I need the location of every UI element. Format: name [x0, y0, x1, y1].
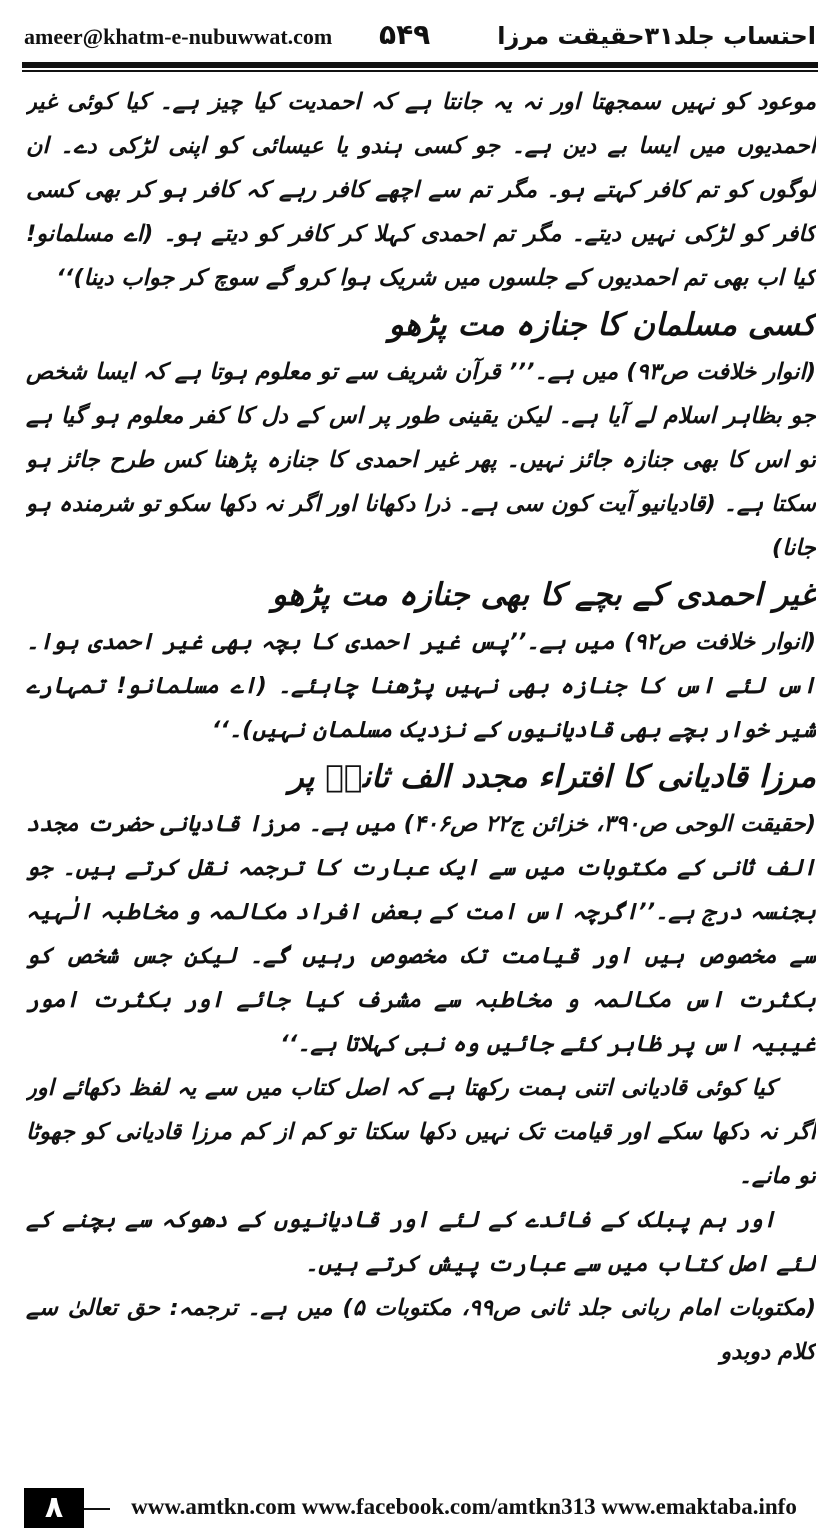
page-header	[24, 18, 816, 58]
book-number-badge: ۸	[24, 1488, 84, 1528]
section-heading: مرزا قادیانی کا افتراء مجدد الف ثانیؒ پر	[288, 759, 816, 795]
page-footer	[0, 1488, 840, 1528]
body-paragraph: (انوار خلافت ص۹۳) میں ہے۔’’’ قرآن شریف سے تو معلوم ہوتا ہے کہ ایسا شخص جو بظاہر اسلام لے آیا ہے۔ لیکن یقینی طور پر اس کے دل کا کفر معلوم ہو گیا ہے تو اس کا بھی جنازہ جائز نہیں۔ پھر غیر احمدی کا جنازہ پڑھنا کس طرح جائز ہو سکتا ہے۔ (قادیانیو آیت کون سی ہے۔ ذرا دکھانا اور اگر نہ دکھا سکو تو شرمندہ ہو جانا)	[26, 359, 816, 561]
page-number: ۵۴۹	[379, 18, 431, 51]
section-heading: کسی مسلمان کا جنازہ مت پڑھو	[388, 307, 816, 343]
footer-links: www.amtkn.com www.facebook.com/amtkn313 www.emaktaba.info	[110, 1494, 818, 1520]
body-paragraph: اور ہم پبلک کے فائدے کے لئے اور قادیانیوں کے دھوکہ سے بچنے کے لئے اصل کتاب میں سے عبارت پیش کرتے ہیں۔	[26, 1207, 816, 1277]
section-heading: غیر احمدی کے بچے کا بھی جنازہ مت پڑھو	[271, 577, 816, 613]
header-rule-thin	[22, 70, 818, 72]
running-title: احتساب جلد۳۱حقیقت مرزا	[497, 22, 816, 50]
body-paragraph: (حقیقت الوحی ص۳۹۰، خزائن ج۲۲ ص۴۰۶) میں ہے۔ مرزا قادیانی حضرت مجدد الف ثانی کے مکتوبات میں سے ایک عبارت کا ترجمہ نقل کرتے ہیں۔ جو بجنسہ درج ہے۔’’اگرچہ اس امت کے بعض افراد مکالمہ و مخاطبہ الٰہیہ سے مخصوص ہیں اور قیامت تک مخصوص رہیں گے۔ لیکن جس شخص کو بکثرت اس مکالمہ و مخاطبہ سے مشرف کیا جائے اور بکثرت امور غیبیہ اس پر ظاہر کئے جائیں وہ نبی کہلاتا ہے۔‘‘	[26, 811, 816, 1057]
header-email: ameer@khatm-e-nubuwwat.com	[24, 24, 333, 49]
body-paragraph: موعود کو نہیں سمجھتا اور نہ یہ جانتا ہے کہ احمدیت کیا چیز ہے۔ کیا کوئی غیر احمدیوں میں ایسا بے دین ہے۔ جو کسی ہندو یا عیسائی کو اپنی لڑکی دے۔ ان لوگوں کو تم کافر کہتے ہو۔ مگر تم سے اچھے کافر رہے کہ کافر ہو کر بھی کسی کافر کو لڑکی نہیں دیتے۔ مگر تم احمدی کہلا کر کافر کو دیتے ہو۔ (اے مسلمانو! کیا اب بھی تم احمدیوں کے جلسوں میں شریک ہوا کرو گے سوچ کر جواب دینا)‘‘	[26, 89, 816, 291]
body-paragraph: کیا کوئی قادیانی اتنی ہمت رکھتا ہے کہ اصل کتاب میں سے یہ لفظ دکھائے اور اگر نہ دکھا سکے اور قیامت تک نہیں دکھا سکتا تو کم از کم مرزا قادیانی کو جھوٹا تو مانے۔	[26, 1075, 816, 1189]
body-paragraph: (مکتوبات امام ربانی جلد ثانی ص۹۹، مکتوبات ۵) میں ہے۔ ترجمہ: حق تعالیٰ سے کلام دوبدو	[26, 1295, 816, 1365]
header-rule	[22, 62, 818, 68]
body-paragraph: (انوار خلافت ص۹۲) میں ہے۔’’پس غیر احمدی کا بچہ بھی غیر احمدی ہوا۔ اس لئے اس کا جنازہ بھی نہیں پڑھنا چاہئے۔ (اے مسلمانو! تمہارے شیر خوار بچے بھی قادیانیوں کے نزدیک مسلمان نہیں)۔‘‘	[26, 629, 816, 743]
page-body	[26, 80, 816, 1460]
